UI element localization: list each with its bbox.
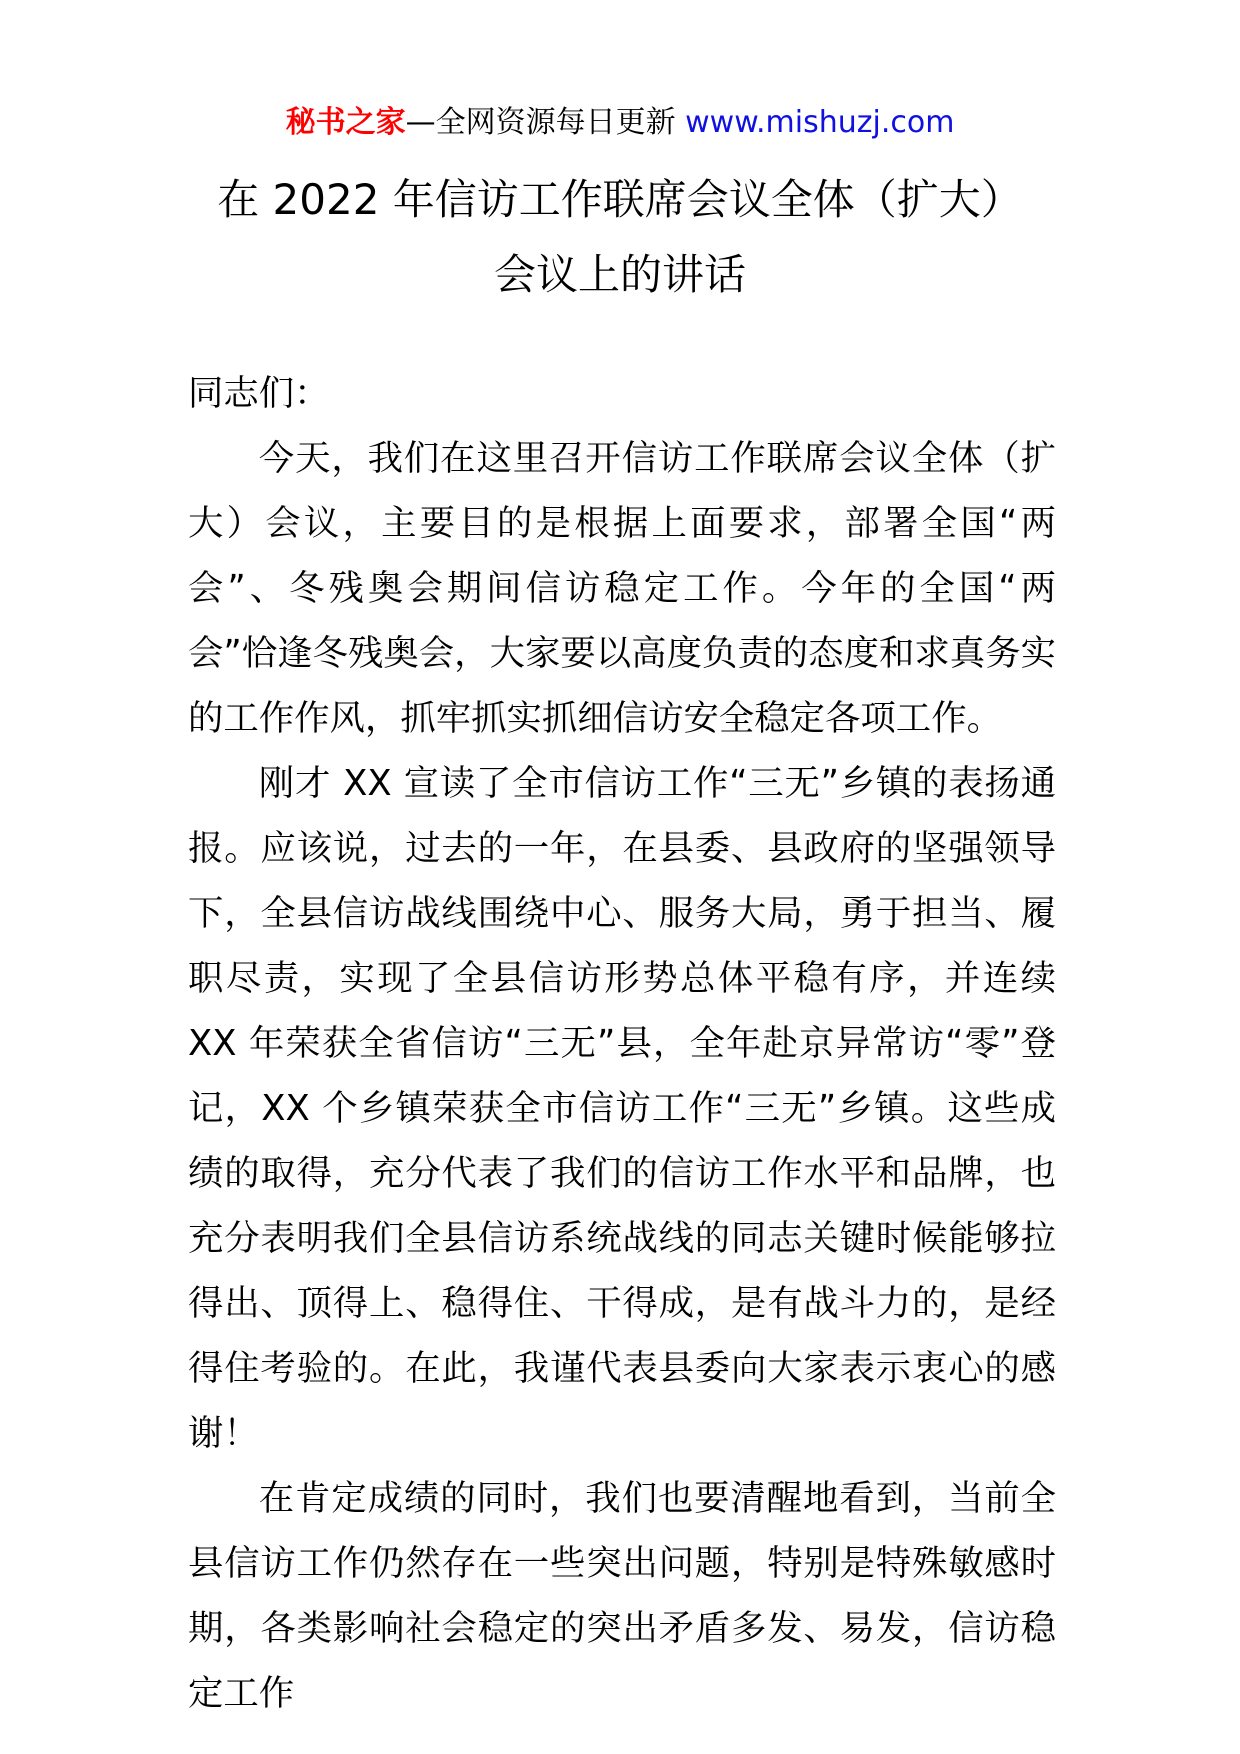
paragraph: 刚才 XX 宣读了全市信访工作“三无”乡镇的表扬通报。应该说，过去的一年，在县委、县政府的坚强领导下，全县信访战线围绕中心、服务大局，勇于担当、履职尽责，实现了全县信访形势总体平稳有序，并连续 XX 年荣获全省信访“三无”县，全年赴京异常访“零”登记，XX 个乡镇荣获全市信访工作“三无”乡镇。这些成绩的取得，充分代表了我们的信访工作水平和品牌，也充分表明我们全县信访系统战线的同志关键时候能够拉得出、顶得上、稳得住、干得成，是有战斗力的，是经得住考验的。在此，我谨代表县委向大家表示衷心的感谢！ (188, 763, 1056, 1454)
document-title (150, 162, 1090, 312)
site-url-link[interactable]: www.mishuzj.com (685, 105, 955, 140)
site-header (0, 100, 1240, 146)
title-line-1: 在 2022 年信访工作联席会议全体（扩大） (217, 175, 1023, 224)
site-slogan: —全网资源每日更新 (405, 105, 676, 140)
document-body (188, 361, 1056, 1726)
title-line-2: 会议上的讲话 (493, 250, 746, 299)
paragraph: 在肯定成绩的同时，我们也要清醒地看到，当前全县信访工作仍然存在一些突出问题，特别是特殊敏感时期，各类影响社会稳定的突出矛盾多发、易发，信访稳定工作 (188, 1478, 1056, 1714)
paragraph: 今天，我们在这里召开信访工作联席会议全体（扩大）会议，主要目的是根据上面要求，部署全国“两会”、冬残奥会期间信访稳定工作。今年的全国“两会”恰逢冬残奥会，大家要以高度负责的态度和求真务实的工作作风，抓牢抓实抓细信访安全稳定各项工作。 (188, 438, 1056, 739)
site-brand: 秘书之家 (285, 105, 406, 140)
salutation: 同志们： (188, 373, 330, 414)
